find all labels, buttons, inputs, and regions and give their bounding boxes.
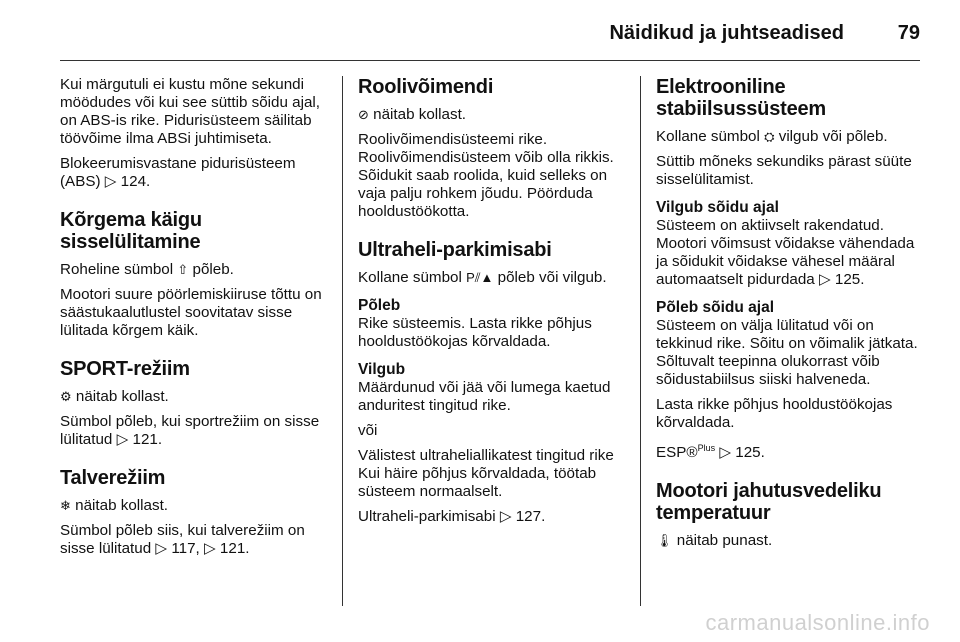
header-title: Näidikud ja juhtseadised bbox=[609, 22, 844, 44]
shift-paragraph: Mootori suure pöörlemiskiiruse tõttu on säästukaalutlustel soovitatav sisse lülitada kõrgem käik. bbox=[60, 286, 322, 339]
steering-wheel-icon: ⊘ bbox=[358, 107, 369, 122]
heading-flashing: Vilgub bbox=[358, 361, 406, 378]
coolant-temperature-icon: 🌡 bbox=[656, 533, 673, 549]
arrow-ref-icon: ▷ bbox=[818, 271, 831, 288]
header-divider bbox=[60, 60, 920, 61]
upshift-arrow-icon: ⇧ bbox=[177, 262, 189, 277]
heading-shift: Kõrgema käigu sisselülitamine bbox=[60, 209, 202, 253]
heading-steering: Roolivõimendi bbox=[358, 76, 494, 98]
steering-paragraph: Roolivõimendisüsteemi rike. Roolivõimendisüsteem võib olla rikkis. Sõidukit saab roolida, kuid selleks on vaja palju rohkem jõudu. Pöörduda hooldustöökotta. bbox=[358, 131, 614, 220]
snowflake-icon: ❄ bbox=[60, 498, 71, 513]
arrow-ref-icon: ▷ bbox=[116, 431, 129, 448]
arrow-ref-icon: ▷ bbox=[499, 508, 512, 525]
watermark: carmanualsonline.info bbox=[705, 610, 930, 635]
column-1: Kui märgutuli ei kustu mõne sekundi möödudes või kui see süttib sõidu ajal, on ABS-is rike. Pidurisüsteem säilitab töövõime ilma ABSi juhtimiseta. Blokeerumisvastane pidurisüsteem (ABS) ▷ 124. Kõrgema käigu sisselülitamine Roheline sümbol ⇧ põleb. Mootori suure pöörlemiskiiruse tõttu on säästukaalutlustel soovitatav sisse lülitada kõrgem käik. SPORT-režiim ⚙ näitab kollast. Sümbol põleb, kui sportrežiim on sisse lülitatud ▷ 121. Talverežiim ❄ näitab kollast. Sümbol põleb siis, kui talverežiim on sisse lülitatud ▷ 117, ▷ 121. bbox=[60, 76, 332, 565]
esp-car-icon: ⛭ bbox=[764, 129, 775, 144]
column-3: Elektrooniline stabiilsussüsteem Kollane sümbol ⛭ vilgub või põleb. Süttib mõneks sekundiks pärast süüte sisselülitamist. Vilgub sõidu ajal Süsteem on aktiivselt rakendatud. Mootori võimsust võidakse vähendada ja sõidukit võidakse vähesel määral automaatselt pidurdada ▷ 125. Põleb sõidu ajal Süsteem on välja lülitatud või on tekkinud rike. Sõitu on võimalik jätkata. Sõltuvalt teepinna olukorrast võib sõidustabiilsus siiski halveneda. Lasta rikke põhjus hooldustöökojas kõrvaldada. ESP®$^{Plus}$ ▷ 125. Mootori jahutusvedeliku temperatuur 🌡 näitab punast. bbox=[656, 76, 928, 557]
column-divider bbox=[342, 76, 343, 606]
page-header bbox=[0, 0, 960, 60]
heading-esp-flashing: Vilgub sõidu ajal bbox=[656, 199, 779, 216]
abs-reference: Blokeerumisvastane pidurisüsteem (ABS) ▷ 124. bbox=[60, 155, 296, 190]
heading-on: Põleb bbox=[358, 297, 401, 314]
column-divider bbox=[640, 76, 641, 606]
arrow-ref-icon: ▷ bbox=[155, 540, 168, 557]
arrow-ref-icon: ▷ bbox=[104, 173, 117, 190]
column-2: Roolivõimendi ⊘ näitab kollast. Roolivõimendisüsteemi rike. Roolivõimendisüsteem võib olla rikkis. Sõidukit saab roolida, kuid selleks on vaja palju rohkem jõudu. Pöörduda hooldustöökotta. Ultraheli-parkimisabi Kollane sümbol P⫽▲ põleb või vilgub. Põleb Rike süsteemis. Lasta rikke põhjus hooldustöökojas kõrvaldada. Vilgub Määrdunud või jää või lumega kaetud anduritest tingitud rike. või Välistest ultraheliallikatest tingitud rike Kui häire põhjus kõrvaldada, töötab süsteem normaalselt. Ultraheli-parkimisabi ▷ 127. bbox=[358, 76, 630, 533]
arrow-ref-icon: ▷ bbox=[719, 444, 732, 462]
heading-parking: Ultraheli-parkimisabi bbox=[358, 239, 552, 261]
heading-sport: SPORT-režiim bbox=[60, 358, 190, 380]
heading-winter: Talverežiim bbox=[60, 467, 166, 489]
abs-paragraph: Kui märgutuli ei kustu mõne sekundi möödudes või kui see süttib sõidu ajal, on ABS-is rike. Pidurisüsteem säilitab töövõime ilma ABSi juhtimiseta. bbox=[60, 76, 321, 147]
page-number: 79 bbox=[897, 22, 920, 44]
arrow-ref-icon: ▷ bbox=[204, 540, 216, 557]
heading-coolant: Mootori jahutusvedeliku temperatuur bbox=[656, 480, 882, 525]
heading-esp: Elektrooniline stabiilsussüsteem bbox=[656, 76, 827, 120]
parking-assist-icon: P⫽▲ bbox=[466, 270, 494, 285]
sport-mode-icon: ⚙ bbox=[60, 389, 72, 404]
heading-esp-on: Põleb sõidu ajal bbox=[656, 299, 774, 316]
